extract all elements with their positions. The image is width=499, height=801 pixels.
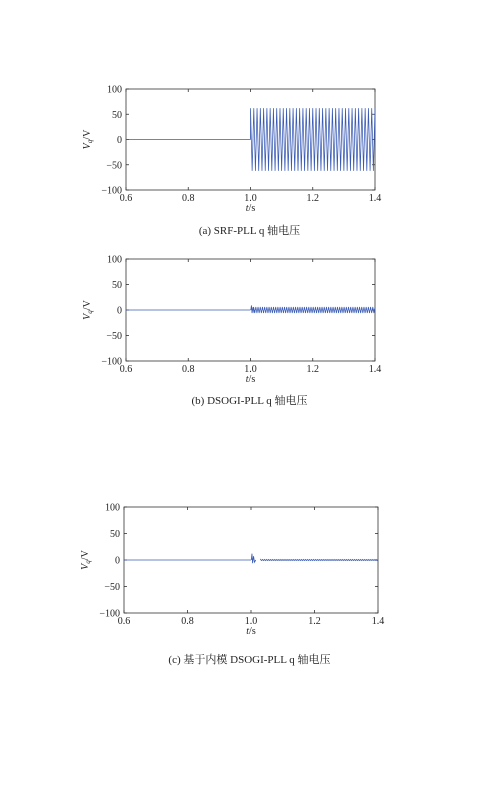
x-tick-label: 1.2 — [306, 364, 319, 375]
y-tick-label: −50 — [104, 582, 120, 593]
chart-svg — [0, 80, 499, 230]
y-tick-label: 0 — [117, 135, 122, 146]
x-axis-label-unit: /s — [248, 374, 256, 385]
x-tick-label: 0.8 — [182, 364, 195, 375]
x-tick-label: 1.4 — [371, 616, 385, 627]
x-tick-label: 1.2 — [306, 193, 319, 204]
x-tick-label: 1.0 — [244, 193, 257, 204]
x-tick-label: 1.0 — [244, 616, 258, 627]
x-tick-label: 1.4 — [368, 364, 382, 375]
y-tick-label: −50 — [106, 331, 122, 342]
x-axis-label — [246, 203, 256, 214]
chart-dsogi-pll — [0, 250, 499, 410]
y-tick-label: −100 — [101, 356, 122, 368]
x-tick-label: 0.6 — [119, 193, 133, 204]
y-tick-label: 0 — [115, 555, 120, 567]
x-axis-label — [246, 626, 256, 637]
chart-svg — [0, 498, 499, 648]
y-tick-label: 100 — [107, 254, 122, 266]
x-tick-label: 0.8 — [182, 193, 195, 204]
y-tick-label: 50 — [112, 109, 122, 121]
series-spike — [251, 554, 255, 564]
y-axis-label-unit: /V — [80, 550, 91, 561]
x-axis-label-var: t — [246, 626, 250, 637]
chart-caption: (c) 基于内模 DSOGI-PLL q 轴电压 — [168, 654, 331, 666]
y-axis-label — [80, 549, 92, 569]
y-tick-label: 100 — [107, 84, 122, 96]
series-oscillation — [254, 307, 375, 313]
x-axis-label-var: t — [245, 374, 249, 385]
x-axis-label-unit: /s — [248, 203, 256, 214]
chart-srf-pll — [0, 80, 499, 240]
y-tick-label: 100 — [105, 502, 120, 514]
x-tick-label: 0.8 — [181, 616, 194, 627]
x-tick-label: 1.2 — [308, 616, 321, 627]
y-axis-label-sub: q — [84, 560, 92, 564]
y-axis-label-sub: q — [86, 139, 94, 144]
y-tick-label: −50 — [106, 160, 122, 172]
y-axis-label-unit: /V — [82, 129, 93, 140]
x-tick-label: 0.6 — [117, 616, 131, 627]
y-tick-label: −100 — [101, 185, 122, 197]
y-axis-label-var: V — [82, 143, 93, 150]
series-oscillation — [261, 559, 378, 560]
x-tick-label: 0.6 — [119, 364, 133, 375]
chart-caption: (a) SRF-PLL q 轴电压 — [198, 225, 301, 237]
y-axis-label — [82, 129, 94, 149]
x-tick-label: 1.0 — [244, 364, 257, 375]
series-oscillation — [251, 108, 376, 171]
y-axis-label — [82, 299, 94, 319]
x-axis-label-unit: /s — [249, 626, 256, 637]
x-tick-label: 1.4 — [368, 193, 382, 204]
y-tick-label: 0 — [117, 305, 122, 317]
x-axis-label — [246, 374, 256, 385]
y-axis-label-unit: /V — [82, 300, 93, 311]
y-axis-label-var: V — [80, 563, 91, 570]
y-tick-label: 50 — [112, 280, 122, 291]
chart-caption: (b) DSOGI-PLL q 轴电压 — [191, 395, 308, 407]
x-axis-label-var: t — [245, 203, 249, 214]
y-tick-label: −100 — [99, 608, 120, 620]
y-axis-label-sub: q — [86, 310, 94, 314]
chart-svg — [0, 250, 499, 400]
y-axis-label-var: V — [82, 313, 93, 320]
chart-internal-model-dsogi-pll — [0, 498, 499, 668]
y-tick-label: 50 — [110, 529, 120, 540]
